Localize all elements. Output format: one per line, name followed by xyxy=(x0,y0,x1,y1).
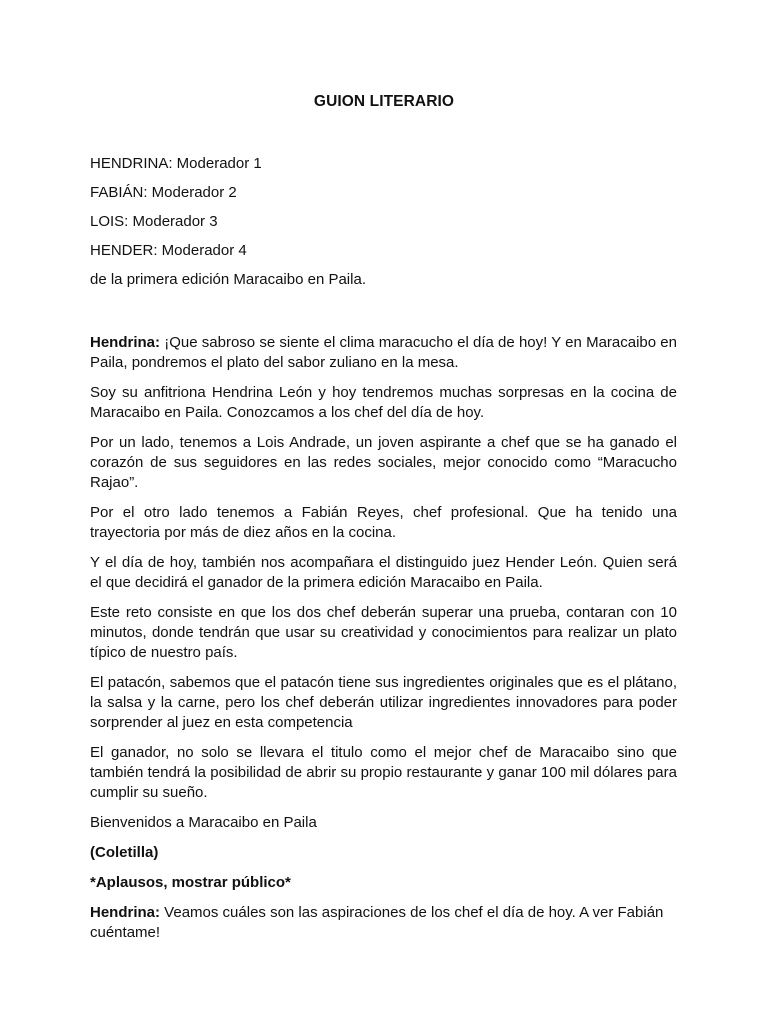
paragraph-text: Veamos cuáles son las aspiraciones de los chef el día de hoy. A ver Fabián cuéntame! xyxy=(90,904,664,941)
cast-list xyxy=(90,155,690,300)
cast-line-hendrina: HENDRINA: Moderador 1 xyxy=(90,155,262,172)
paragraph-judge: Y el día de hoy, también nos acompañara el distinguido juez Hender León. Quien será el que decidirá el ganador de la primera edición Maracaibo en Paila. xyxy=(90,554,677,591)
paragraph-aspirations xyxy=(90,903,677,943)
cast-line-edition: de la primera edición Maracaibo en Paila. xyxy=(90,271,366,288)
paragraph-text: ¡Que sabroso se siente el clima maracucho el día de hoy! Y en Maracaibo en Paila, pondremos el plato del sabor zuliano en la mesa. xyxy=(90,334,677,371)
cast-line-lois: LOIS: Moderador 3 xyxy=(90,213,218,230)
speaker-label: Hendrina: xyxy=(90,334,161,351)
document-title: GUION LITERARIO xyxy=(313,93,455,110)
speaker-label: Hendrina: xyxy=(90,904,161,921)
paragraph-coletilla: (Coletilla) xyxy=(90,844,159,861)
paragraph-host: Soy su anfitriona Hendrina León y hoy tendremos muchas sorpresas en la cocina de Maracaibo en Paila. Conozcamos a los chef del día de hoy. xyxy=(90,384,677,421)
paragraph-winner: El ganador, no solo se llevara el titulo como el mejor chef de Maracaibo sino que también tendrá la posibilidad de abrir su propio restaurante y ganar 100 mil dólares para cumplir su sueño. xyxy=(90,744,677,801)
paragraph-patacon: El patacón, sabemos que el patacón tiene sus ingredientes originales que es el plátano, la salsa y la carne, pero los chef deberán utilizar ingredientes innovadores para poder sorprender al juez en esta competencia xyxy=(90,674,677,731)
cast-line-fabian: FABIÁN: Moderador 2 xyxy=(90,184,237,201)
paragraph-applause: *Aplausos, mostrar público* xyxy=(90,874,291,891)
paragraph-welcome: Bienvenidos a Maracaibo en Paila xyxy=(90,814,317,831)
paragraph-challenge: Este reto consiste en que los dos chef deberán superar una prueba, contaran con 10 minutos, donde tendrán que usar su creatividad y conocimientos para realizar un plato típico de nuestro país. xyxy=(90,604,677,661)
paragraph-lois: Por un lado, tenemos a Lois Andrade, un joven aspirante a chef que se ha ganado el corazón de sus seguidores en las redes sociales, mejor conocido como “Maracucho Rajao”. xyxy=(90,434,677,491)
script-body xyxy=(90,333,677,953)
cast-line-hender: HENDER: Moderador 4 xyxy=(90,242,247,259)
paragraph-intro xyxy=(90,333,677,373)
paragraph-fabian: Por el otro lado tenemos a Fabián Reyes, chef profesional. Que ha tenido una trayectoria por más de diez años en la cocina. xyxy=(90,504,677,541)
